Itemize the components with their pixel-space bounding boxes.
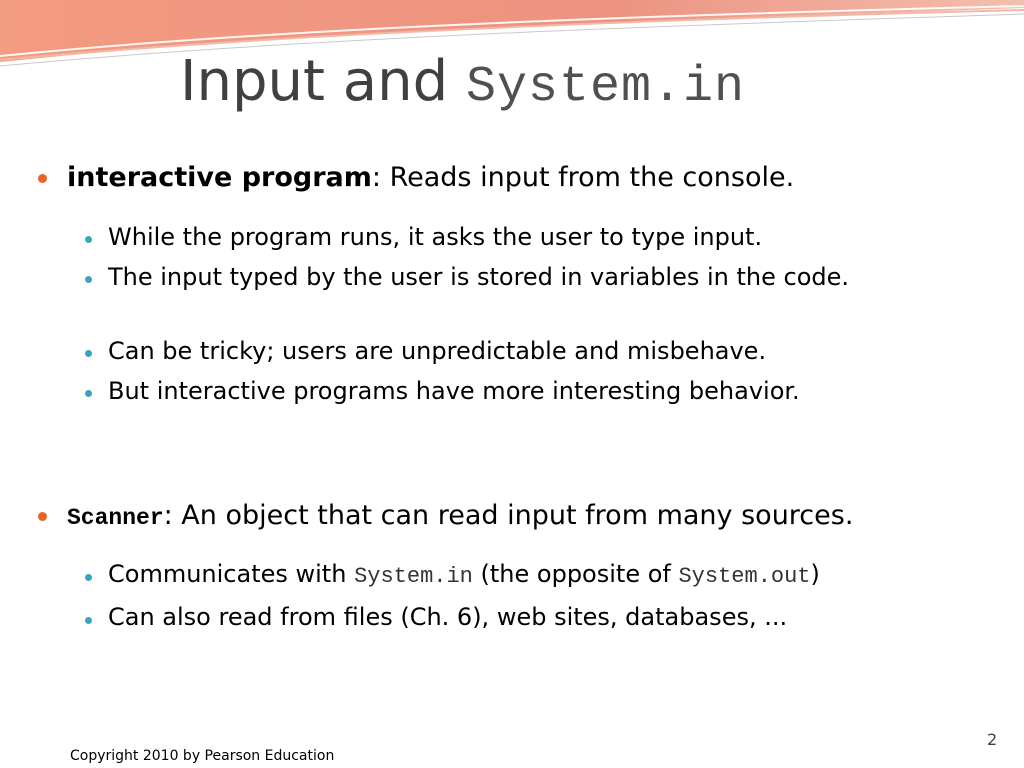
bullet-dot-icon <box>38 174 47 183</box>
sub-bullet: While the program runs, it asks the user to type input. <box>108 223 763 251</box>
sub-bullet-dot-icon <box>85 236 92 243</box>
title-code: System.in <box>465 59 746 116</box>
sub-bullet-code: System.in <box>354 564 473 589</box>
sub-bullet-dot-icon <box>85 574 92 581</box>
bullet-interactive-program <box>67 162 794 193</box>
sub-bullet-communicates <box>108 560 820 589</box>
copyright-footer: Copyright 2010 by Pearson Education <box>70 748 335 764</box>
sub-bullet: The input typed by the user is stored in variables in the code. <box>108 263 850 291</box>
sub-bullet-code: System.out <box>678 564 811 589</box>
sub-bullet: Can also read from files (Ch. 6), web sites, databases, ... <box>108 603 788 631</box>
page-number: 2 <box>987 730 998 749</box>
sub-bullet-dot-icon <box>85 617 92 624</box>
bullet-definition: : An object that can read input from many sources. <box>163 500 854 531</box>
sub-bullet: Can be tricky; users are unpredictable and misbehave. <box>108 337 767 365</box>
bullet-dot-icon <box>38 512 47 521</box>
sub-bullet-dot-icon <box>85 276 92 283</box>
sub-bullet-text: Communicates with <box>108 560 347 588</box>
sub-bullet-text: ) <box>810 560 820 588</box>
bullet-definition: : Reads input from the console. <box>371 162 795 193</box>
sub-bullet-text: (the opposite of <box>472 560 671 588</box>
bullet-code-term: Scanner <box>67 505 164 531</box>
sub-bullet: But interactive programs have more interesting behavior. <box>108 377 800 405</box>
bullet-term: interactive program <box>67 162 372 193</box>
sub-bullet-dot-icon <box>85 390 92 397</box>
sub-bullet-dot-icon <box>85 350 92 357</box>
title-text: Input and <box>180 49 449 114</box>
slide-title <box>180 48 745 118</box>
bullet-scanner <box>67 500 853 531</box>
